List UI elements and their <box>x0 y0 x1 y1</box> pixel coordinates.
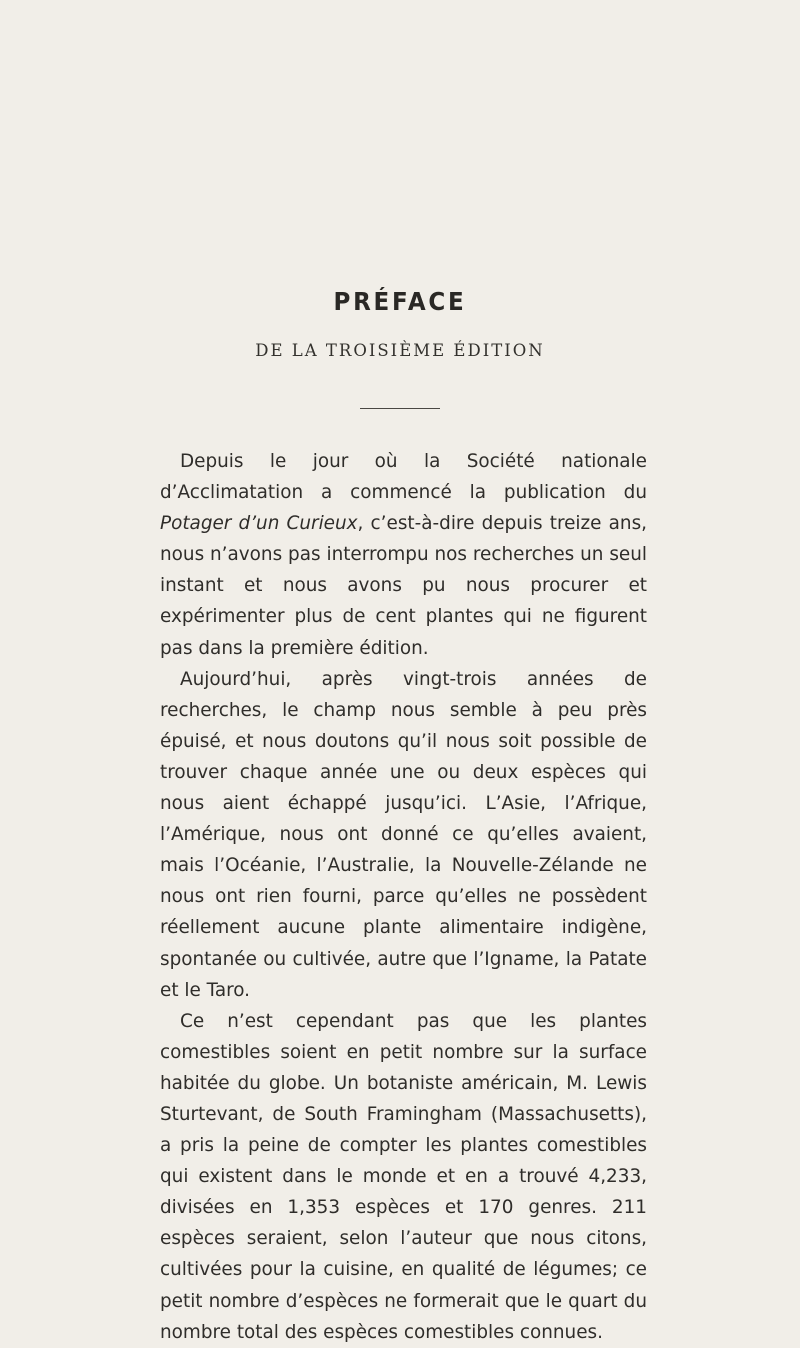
paragraph-1-text-start: Depuis le jour où la Société nationale d’Acclimatation a commencé la publication du <box>160 451 647 504</box>
paragraph-1-text-end: , c’est-à-dire depuis treize ans, nous n’avons pas interrompu nos recherches un seul instant et nous avons pu nous procurer et expérimenter plus de cent plantes qui ne figurent pas dans la première édition. <box>160 513 647 659</box>
paragraph-3: Ce n’est cependant pas que les plantes comestibles soient en petit nombre sur la surface habitée du globe. Un botaniste américain, M. Lewis Sturtevant, de South Framingham (Massachusetts), a pris la peine de compter les plantes comestibles qui existent dans le monde et en a trouvé 4,233, divisées en 1,353 espèces et 170 genres. 211 espèces seraient, selon l’auteur que nous citons, cultivées pour la cuisine, en qualité de légumes; ce petit nombre d’espèces ne formerait que le quart du nombre total des espèces comestibles connues. <box>160 1010 647 1343</box>
title-divider <box>360 408 440 409</box>
book-title-italic: Potager d’un Curieux <box>160 513 358 535</box>
page-subtitle: DE LA TROISIÈME ÉDITION <box>255 341 545 360</box>
preface-body <box>160 446 647 1348</box>
paragraph-2: Aujourd’hui, après vingt-trois années de recherches, le champ nous semble à peu près épuisé, et nous doutons qu’il nous soit possible de trouver chaque année une ou deux espèces qui nous aient échappé jusqu’ici. L’Asie, l’Afrique, l’Amérique, nous ont donné ce qu’elles avaient, mais l’Océanie, l’Australie, la Nouvelle-Zélande ne nous ont rien fourni, parce qu’elles ne possèdent réellement aucune plante alimentaire indigène, spontanée ou cultivée, autre que l’Igname, la Patate et le Taro. <box>160 668 647 1001</box>
page-title: PRÉFACE <box>333 287 467 316</box>
paragraph-1 <box>160 446 647 664</box>
